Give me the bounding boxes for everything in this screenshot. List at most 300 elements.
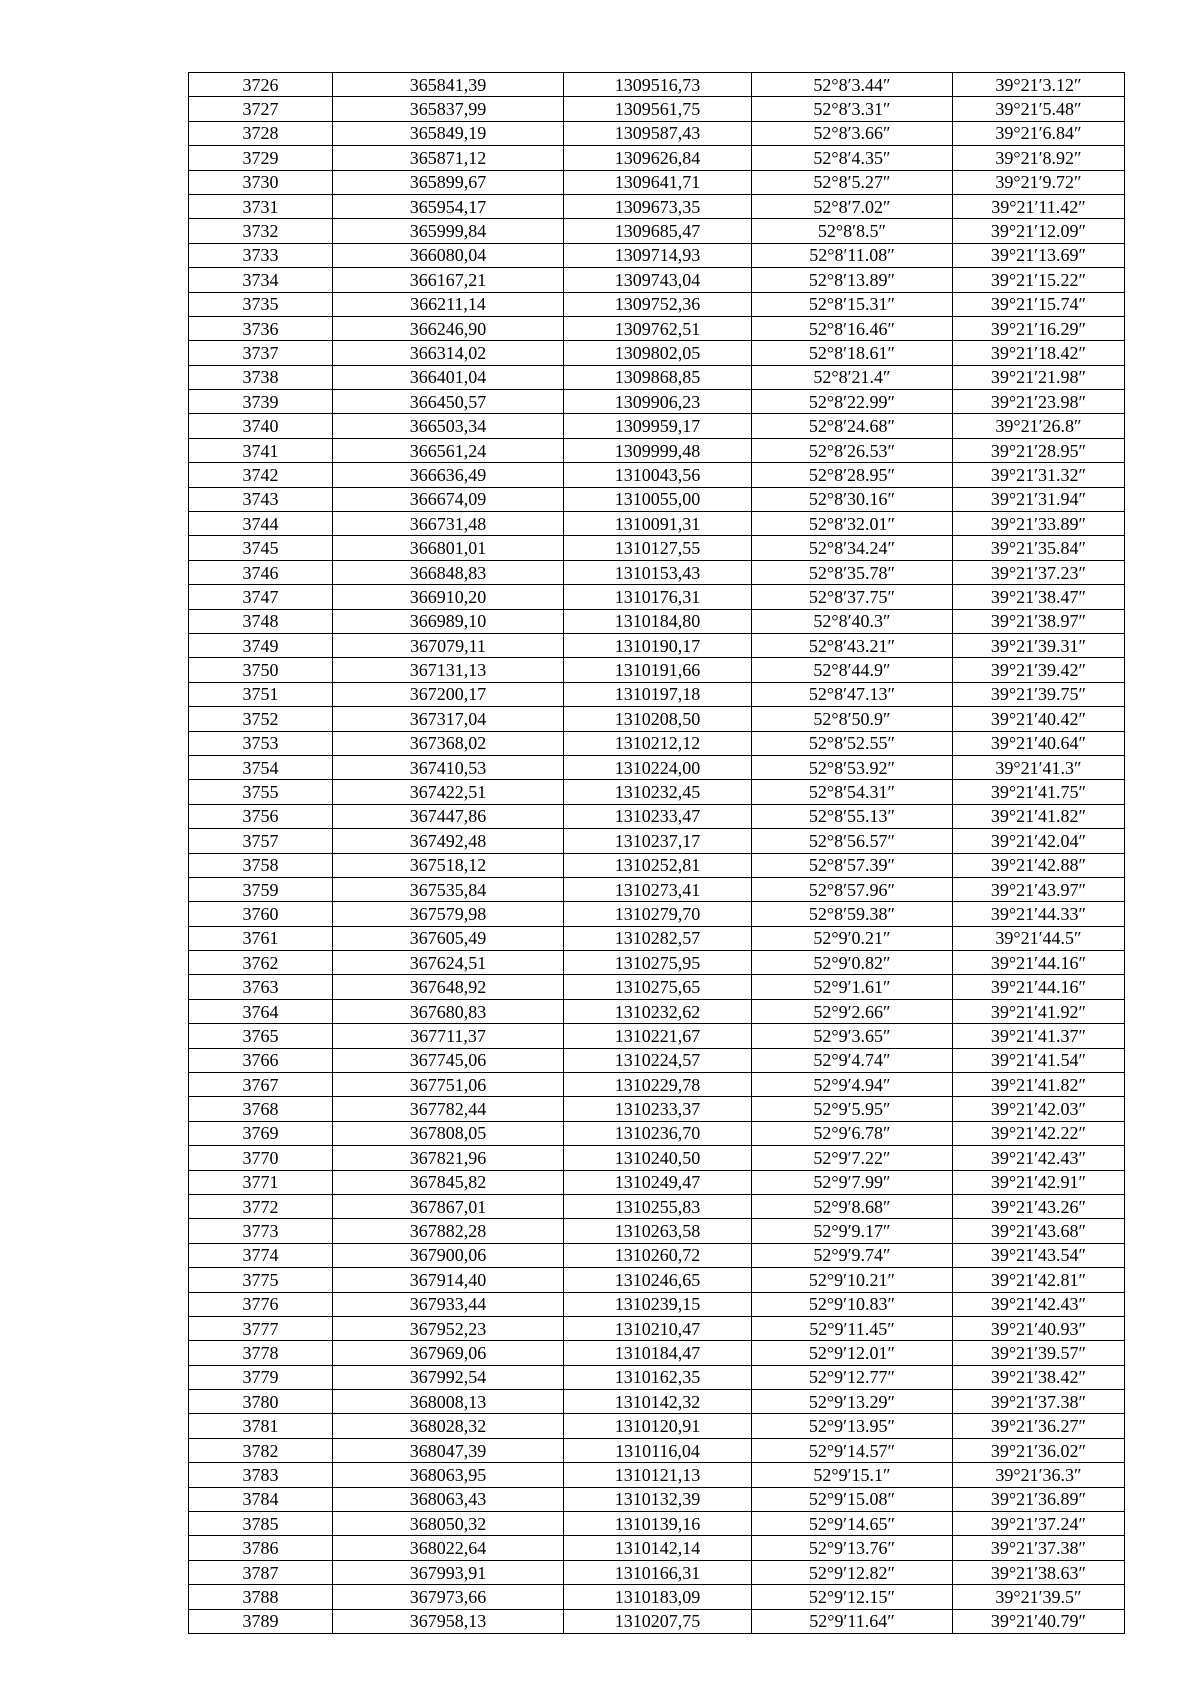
y-coordinate-cell: 1310249,47 <box>564 1170 752 1194</box>
table-row <box>189 1316 1125 1340</box>
table-row <box>189 121 1125 145</box>
point-number-cell: 3766 <box>189 1048 333 1072</box>
table-row <box>189 1024 1125 1048</box>
latitude-cell: 52°8′53.92″ <box>752 755 953 779</box>
longitude-cell: 39°21′41.37″ <box>953 1024 1125 1048</box>
table-row <box>189 341 1125 365</box>
y-coordinate-cell: 1310120,91 <box>564 1414 752 1438</box>
longitude-cell: 39°21′33.89″ <box>953 512 1125 536</box>
point-number-cell: 3760 <box>189 902 333 926</box>
latitude-cell: 52°9′9.17″ <box>752 1219 953 1243</box>
longitude-cell: 39°21′36.27″ <box>953 1414 1125 1438</box>
latitude-cell: 52°8′30.16″ <box>752 487 953 511</box>
longitude-cell: 39°21′18.42″ <box>953 341 1125 365</box>
table-row <box>189 438 1125 462</box>
y-coordinate-cell: 1310221,67 <box>564 1024 752 1048</box>
longitude-cell: 39°21′41.3″ <box>953 755 1125 779</box>
x-coordinate-cell: 367447,86 <box>333 804 564 828</box>
x-coordinate-cell: 366636,49 <box>333 463 564 487</box>
x-coordinate-cell: 367751,06 <box>333 1073 564 1097</box>
y-coordinate-cell: 1310212,12 <box>564 731 752 755</box>
x-coordinate-cell: 367492,48 <box>333 829 564 853</box>
point-number-cell: 3739 <box>189 390 333 414</box>
latitude-cell: 52°9′0.21″ <box>752 926 953 950</box>
x-coordinate-cell: 368047,39 <box>333 1438 564 1462</box>
y-coordinate-cell: 1310184,80 <box>564 609 752 633</box>
point-number-cell: 3777 <box>189 1316 333 1340</box>
y-coordinate-cell: 1310142,14 <box>564 1536 752 1560</box>
x-coordinate-cell: 366246,90 <box>333 316 564 340</box>
x-coordinate-cell: 367745,06 <box>333 1048 564 1072</box>
y-coordinate-cell: 1310236,70 <box>564 1121 752 1145</box>
longitude-cell: 39°21′44.5″ <box>953 926 1125 950</box>
y-coordinate-cell: 1310043,56 <box>564 463 752 487</box>
x-coordinate-cell: 367969,06 <box>333 1341 564 1365</box>
y-coordinate-cell: 1310260,72 <box>564 1243 752 1267</box>
x-coordinate-cell: 367914,40 <box>333 1268 564 1292</box>
x-coordinate-cell: 366401,04 <box>333 365 564 389</box>
y-coordinate-cell: 1309561,75 <box>564 97 752 121</box>
y-coordinate-cell: 1310246,65 <box>564 1268 752 1292</box>
longitude-cell: 39°21′16.29″ <box>953 316 1125 340</box>
latitude-cell: 52°9′9.74″ <box>752 1243 953 1267</box>
longitude-cell: 39°21′13.69″ <box>953 243 1125 267</box>
x-coordinate-cell: 367518,12 <box>333 853 564 877</box>
table-row <box>189 1341 1125 1365</box>
latitude-cell: 52°9′12.82″ <box>752 1560 953 1584</box>
latitude-cell: 52°9′3.65″ <box>752 1024 953 1048</box>
longitude-cell: 39°21′39.5″ <box>953 1585 1125 1609</box>
table-row <box>189 999 1125 1023</box>
latitude-cell: 52°9′7.22″ <box>752 1146 953 1170</box>
table-row <box>189 560 1125 584</box>
longitude-cell: 39°21′31.94″ <box>953 487 1125 511</box>
x-coordinate-cell: 366450,57 <box>333 390 564 414</box>
point-number-cell: 3746 <box>189 560 333 584</box>
longitude-cell: 39°21′39.42″ <box>953 658 1125 682</box>
x-coordinate-cell: 367079,11 <box>333 633 564 657</box>
y-coordinate-cell: 1309587,43 <box>564 121 752 145</box>
y-coordinate-cell: 1310229,78 <box>564 1073 752 1097</box>
latitude-cell: 52°8′8.5″ <box>752 219 953 243</box>
point-number-cell: 3768 <box>189 1097 333 1121</box>
point-number-cell: 3733 <box>189 243 333 267</box>
latitude-cell: 52°9′12.15″ <box>752 1585 953 1609</box>
point-number-cell: 3740 <box>189 414 333 438</box>
longitude-cell: 39°21′12.09″ <box>953 219 1125 243</box>
latitude-cell: 52°8′40.3″ <box>752 609 953 633</box>
latitude-cell: 52°8′52.55″ <box>752 731 953 755</box>
latitude-cell: 52°9′11.45″ <box>752 1316 953 1340</box>
latitude-cell: 52°8′18.61″ <box>752 341 953 365</box>
latitude-cell: 52°9′0.82″ <box>752 951 953 975</box>
point-number-cell: 3741 <box>189 438 333 462</box>
point-number-cell: 3756 <box>189 804 333 828</box>
latitude-cell: 52°9′14.65″ <box>752 1512 953 1536</box>
longitude-cell: 39°21′42.91″ <box>953 1170 1125 1194</box>
longitude-cell: 39°21′36.89″ <box>953 1487 1125 1511</box>
x-coordinate-cell: 366561,24 <box>333 438 564 462</box>
y-coordinate-cell: 1310116,04 <box>564 1438 752 1462</box>
longitude-cell: 39°21′42.04″ <box>953 829 1125 853</box>
point-number-cell: 3748 <box>189 609 333 633</box>
latitude-cell: 52°8′16.46″ <box>752 316 953 340</box>
x-coordinate-cell: 366848,83 <box>333 560 564 584</box>
x-coordinate-cell: 366503,34 <box>333 414 564 438</box>
longitude-cell: 39°21′41.54″ <box>953 1048 1125 1072</box>
x-coordinate-cell: 365954,17 <box>333 194 564 218</box>
latitude-cell: 52°8′57.39″ <box>752 853 953 877</box>
point-number-cell: 3774 <box>189 1243 333 1267</box>
table-row <box>189 1390 1125 1414</box>
longitude-cell: 39°21′38.47″ <box>953 585 1125 609</box>
y-coordinate-cell: 1310127,55 <box>564 536 752 560</box>
table-row <box>189 219 1125 243</box>
x-coordinate-cell: 368028,32 <box>333 1414 564 1438</box>
latitude-cell: 52°8′5.27″ <box>752 170 953 194</box>
longitude-cell: 39°21′21.98″ <box>953 365 1125 389</box>
table-row <box>189 1194 1125 1218</box>
latitude-cell: 52°9′13.76″ <box>752 1536 953 1560</box>
point-number-cell: 3753 <box>189 731 333 755</box>
point-number-cell: 3778 <box>189 1341 333 1365</box>
y-coordinate-cell: 1310233,37 <box>564 1097 752 1121</box>
table-row <box>189 633 1125 657</box>
x-coordinate-cell: 367605,49 <box>333 926 564 950</box>
point-number-cell: 3772 <box>189 1194 333 1218</box>
x-coordinate-cell: 368008,13 <box>333 1390 564 1414</box>
longitude-cell: 39°21′44.16″ <box>953 951 1125 975</box>
x-coordinate-cell: 367782,44 <box>333 1097 564 1121</box>
latitude-cell: 52°8′3.31″ <box>752 97 953 121</box>
latitude-cell: 52°9′7.99″ <box>752 1170 953 1194</box>
table-row <box>189 609 1125 633</box>
y-coordinate-cell: 1310273,41 <box>564 877 752 901</box>
latitude-cell: 52°8′21.4″ <box>752 365 953 389</box>
y-coordinate-cell: 1309762,51 <box>564 316 752 340</box>
x-coordinate-cell: 367821,96 <box>333 1146 564 1170</box>
longitude-cell: 39°21′43.54″ <box>953 1243 1125 1267</box>
y-coordinate-cell: 1309906,23 <box>564 390 752 414</box>
longitude-cell: 39°21′38.63″ <box>953 1560 1125 1584</box>
x-coordinate-cell: 367579,98 <box>333 902 564 926</box>
table-row <box>189 414 1125 438</box>
longitude-cell: 39°21′42.43″ <box>953 1292 1125 1316</box>
point-number-cell: 3771 <box>189 1170 333 1194</box>
point-number-cell: 3749 <box>189 633 333 657</box>
table-row <box>189 951 1125 975</box>
point-number-cell: 3728 <box>189 121 333 145</box>
y-coordinate-cell: 1310275,95 <box>564 951 752 975</box>
x-coordinate-cell: 366910,20 <box>333 585 564 609</box>
point-number-cell: 3754 <box>189 755 333 779</box>
y-coordinate-cell: 1310208,50 <box>564 707 752 731</box>
table-row <box>189 755 1125 779</box>
table-row <box>189 1170 1125 1194</box>
point-number-cell: 3747 <box>189 585 333 609</box>
table-row <box>189 829 1125 853</box>
point-number-cell: 3730 <box>189 170 333 194</box>
latitude-cell: 52°8′11.08″ <box>752 243 953 267</box>
latitude-cell: 52°8′34.24″ <box>752 536 953 560</box>
longitude-cell: 39°21′40.42″ <box>953 707 1125 731</box>
point-number-cell: 3782 <box>189 1438 333 1462</box>
longitude-cell: 39°21′44.16″ <box>953 975 1125 999</box>
point-number-cell: 3762 <box>189 951 333 975</box>
longitude-cell: 39°21′36.02″ <box>953 1438 1125 1462</box>
y-coordinate-cell: 1310224,57 <box>564 1048 752 1072</box>
y-coordinate-cell: 1310132,39 <box>564 1487 752 1511</box>
y-coordinate-cell: 1310210,47 <box>564 1316 752 1340</box>
latitude-cell: 52°8′37.75″ <box>752 585 953 609</box>
longitude-cell: 39°21′6.84″ <box>953 121 1125 145</box>
longitude-cell: 39°21′11.42″ <box>953 194 1125 218</box>
point-number-cell: 3786 <box>189 1536 333 1560</box>
longitude-cell: 39°21′43.26″ <box>953 1194 1125 1218</box>
y-coordinate-cell: 1309516,73 <box>564 73 752 97</box>
x-coordinate-cell: 367933,44 <box>333 1292 564 1316</box>
longitude-cell: 39°21′28.95″ <box>953 438 1125 462</box>
longitude-cell: 39°21′37.38″ <box>953 1536 1125 1560</box>
x-coordinate-cell: 368063,95 <box>333 1463 564 1487</box>
y-coordinate-cell: 1310166,31 <box>564 1560 752 1584</box>
table-row <box>189 512 1125 536</box>
latitude-cell: 52°8′56.57″ <box>752 829 953 853</box>
table-row <box>189 487 1125 511</box>
table-row <box>189 146 1125 170</box>
y-coordinate-cell: 1309999,48 <box>564 438 752 462</box>
y-coordinate-cell: 1310224,00 <box>564 755 752 779</box>
table-row <box>189 243 1125 267</box>
longitude-cell: 39°21′35.84″ <box>953 536 1125 560</box>
y-coordinate-cell: 1310184,47 <box>564 1341 752 1365</box>
y-coordinate-cell: 1310233,47 <box>564 804 752 828</box>
longitude-cell: 39°21′8.92″ <box>953 146 1125 170</box>
point-number-cell: 3770 <box>189 1146 333 1170</box>
latitude-cell: 52°9′12.77″ <box>752 1365 953 1389</box>
y-coordinate-cell: 1309743,04 <box>564 268 752 292</box>
longitude-cell: 39°21′42.81″ <box>953 1268 1125 1292</box>
x-coordinate-cell: 368050,32 <box>333 1512 564 1536</box>
table-row <box>189 390 1125 414</box>
y-coordinate-cell: 1310091,31 <box>564 512 752 536</box>
y-coordinate-cell: 1310232,62 <box>564 999 752 1023</box>
y-coordinate-cell: 1309714,93 <box>564 243 752 267</box>
y-coordinate-cell: 1310239,15 <box>564 1292 752 1316</box>
point-number-cell: 3744 <box>189 512 333 536</box>
longitude-cell: 39°21′43.97″ <box>953 877 1125 901</box>
latitude-cell: 52°8′3.44″ <box>752 73 953 97</box>
latitude-cell: 52°8′55.13″ <box>752 804 953 828</box>
point-number-cell: 3787 <box>189 1560 333 1584</box>
point-number-cell: 3789 <box>189 1609 333 1633</box>
latitude-cell: 52°8′26.53″ <box>752 438 953 462</box>
table-row <box>189 707 1125 731</box>
table-row <box>189 1438 1125 1462</box>
point-number-cell: 3763 <box>189 975 333 999</box>
latitude-cell: 52°9′4.74″ <box>752 1048 953 1072</box>
x-coordinate-cell: 365849,19 <box>333 121 564 145</box>
y-coordinate-cell: 1310252,81 <box>564 853 752 877</box>
point-number-cell: 3731 <box>189 194 333 218</box>
latitude-cell: 52°8′59.38″ <box>752 902 953 926</box>
latitude-cell: 52°9′10.83″ <box>752 1292 953 1316</box>
table-row <box>189 463 1125 487</box>
x-coordinate-cell: 365837,99 <box>333 97 564 121</box>
point-number-cell: 3779 <box>189 1365 333 1389</box>
x-coordinate-cell: 367410,53 <box>333 755 564 779</box>
y-coordinate-cell: 1309641,71 <box>564 170 752 194</box>
y-coordinate-cell: 1309626,84 <box>564 146 752 170</box>
table-row <box>189 1414 1125 1438</box>
point-number-cell: 3781 <box>189 1414 333 1438</box>
y-coordinate-cell: 1310176,31 <box>564 585 752 609</box>
latitude-cell: 52°8′24.68″ <box>752 414 953 438</box>
table-row <box>189 1463 1125 1487</box>
x-coordinate-cell: 367992,54 <box>333 1365 564 1389</box>
point-number-cell: 3757 <box>189 829 333 853</box>
longitude-cell: 39°21′41.82″ <box>953 804 1125 828</box>
y-coordinate-cell: 1310282,57 <box>564 926 752 950</box>
y-coordinate-cell: 1310191,66 <box>564 658 752 682</box>
table-row <box>189 1219 1125 1243</box>
table-row <box>189 292 1125 316</box>
longitude-cell: 39°21′39.75″ <box>953 682 1125 706</box>
x-coordinate-cell: 368022,64 <box>333 1536 564 1560</box>
point-number-cell: 3776 <box>189 1292 333 1316</box>
table-row <box>189 1268 1125 1292</box>
point-number-cell: 3742 <box>189 463 333 487</box>
latitude-cell: 52°8′57.96″ <box>752 877 953 901</box>
y-coordinate-cell: 1310232,45 <box>564 780 752 804</box>
x-coordinate-cell: 367958,13 <box>333 1609 564 1633</box>
latitude-cell: 52°9′11.64″ <box>752 1609 953 1633</box>
y-coordinate-cell: 1309685,47 <box>564 219 752 243</box>
x-coordinate-cell: 366674,09 <box>333 487 564 511</box>
longitude-cell: 39°21′31.32″ <box>953 463 1125 487</box>
table-row <box>189 1487 1125 1511</box>
latitude-cell: 52°9′6.78″ <box>752 1121 953 1145</box>
table-row <box>189 975 1125 999</box>
table-row <box>189 97 1125 121</box>
x-coordinate-cell: 366167,21 <box>333 268 564 292</box>
latitude-cell: 52°9′10.21″ <box>752 1268 953 1292</box>
y-coordinate-cell: 1310121,13 <box>564 1463 752 1487</box>
x-coordinate-cell: 367317,04 <box>333 707 564 731</box>
x-coordinate-cell: 365999,84 <box>333 219 564 243</box>
point-number-cell: 3773 <box>189 1219 333 1243</box>
point-number-cell: 3783 <box>189 1463 333 1487</box>
table-row <box>189 268 1125 292</box>
table-row <box>189 902 1125 926</box>
y-coordinate-cell: 1310190,17 <box>564 633 752 657</box>
point-number-cell: 3765 <box>189 1024 333 1048</box>
x-coordinate-cell: 367973,66 <box>333 1585 564 1609</box>
latitude-cell: 52°9′5.95″ <box>752 1097 953 1121</box>
longitude-cell: 39°21′39.31″ <box>953 633 1125 657</box>
latitude-cell: 52°8′54.31″ <box>752 780 953 804</box>
table-row <box>189 877 1125 901</box>
point-number-cell: 3755 <box>189 780 333 804</box>
table-row <box>189 365 1125 389</box>
table-row <box>189 853 1125 877</box>
point-number-cell: 3734 <box>189 268 333 292</box>
table-row <box>189 316 1125 340</box>
x-coordinate-cell: 367845,82 <box>333 1170 564 1194</box>
latitude-cell: 52°9′1.61″ <box>752 975 953 999</box>
point-number-cell: 3758 <box>189 853 333 877</box>
longitude-cell: 39°21′26.8″ <box>953 414 1125 438</box>
point-number-cell: 3737 <box>189 341 333 365</box>
table-row <box>189 536 1125 560</box>
x-coordinate-cell: 368063,43 <box>333 1487 564 1511</box>
x-coordinate-cell: 367422,51 <box>333 780 564 804</box>
longitude-cell: 39°21′23.98″ <box>953 390 1125 414</box>
coordinates-table <box>188 72 1125 1634</box>
y-coordinate-cell: 1310153,43 <box>564 560 752 584</box>
y-coordinate-cell: 1309673,35 <box>564 194 752 218</box>
y-coordinate-cell: 1310279,70 <box>564 902 752 926</box>
longitude-cell: 39°21′41.75″ <box>953 780 1125 804</box>
point-number-cell: 3727 <box>189 97 333 121</box>
latitude-cell: 52°9′13.95″ <box>752 1414 953 1438</box>
longitude-cell: 39°21′37.24″ <box>953 1512 1125 1536</box>
longitude-cell: 39°21′41.92″ <box>953 999 1125 1023</box>
latitude-cell: 52°8′15.31″ <box>752 292 953 316</box>
coordinates-table-body <box>189 73 1125 1634</box>
x-coordinate-cell: 367200,17 <box>333 682 564 706</box>
table-row <box>189 682 1125 706</box>
longitude-cell: 39°21′40.79″ <box>953 1609 1125 1633</box>
longitude-cell: 39°21′39.57″ <box>953 1341 1125 1365</box>
table-row <box>189 1097 1125 1121</box>
longitude-cell: 39°21′36.3″ <box>953 1463 1125 1487</box>
latitude-cell: 52°9′2.66″ <box>752 999 953 1023</box>
point-number-cell: 3726 <box>189 73 333 97</box>
table-row <box>189 804 1125 828</box>
latitude-cell: 52°8′22.99″ <box>752 390 953 414</box>
point-number-cell: 3785 <box>189 1512 333 1536</box>
point-number-cell: 3784 <box>189 1487 333 1511</box>
x-coordinate-cell: 365899,67 <box>333 170 564 194</box>
table-row <box>189 1365 1125 1389</box>
y-coordinate-cell: 1310183,09 <box>564 1585 752 1609</box>
x-coordinate-cell: 367535,84 <box>333 877 564 901</box>
latitude-cell: 52°9′14.57″ <box>752 1438 953 1462</box>
latitude-cell: 52°8′44.9″ <box>752 658 953 682</box>
longitude-cell: 39°21′38.42″ <box>953 1365 1125 1389</box>
y-coordinate-cell: 1310162,35 <box>564 1365 752 1389</box>
table-row <box>189 1292 1125 1316</box>
x-coordinate-cell: 366080,04 <box>333 243 564 267</box>
y-coordinate-cell: 1310275,65 <box>564 975 752 999</box>
y-coordinate-cell: 1310237,17 <box>564 829 752 853</box>
point-number-cell: 3751 <box>189 682 333 706</box>
point-number-cell: 3745 <box>189 536 333 560</box>
latitude-cell: 52°9′4.94″ <box>752 1073 953 1097</box>
longitude-cell: 39°21′3.12″ <box>953 73 1125 97</box>
latitude-cell: 52°9′15.1″ <box>752 1463 953 1487</box>
latitude-cell: 52°8′28.95″ <box>752 463 953 487</box>
table-row <box>189 170 1125 194</box>
longitude-cell: 39°21′42.03″ <box>953 1097 1125 1121</box>
point-number-cell: 3769 <box>189 1121 333 1145</box>
point-number-cell: 3761 <box>189 926 333 950</box>
y-coordinate-cell: 1310142,32 <box>564 1390 752 1414</box>
point-number-cell: 3736 <box>189 316 333 340</box>
table-row <box>189 1512 1125 1536</box>
x-coordinate-cell: 367680,83 <box>333 999 564 1023</box>
